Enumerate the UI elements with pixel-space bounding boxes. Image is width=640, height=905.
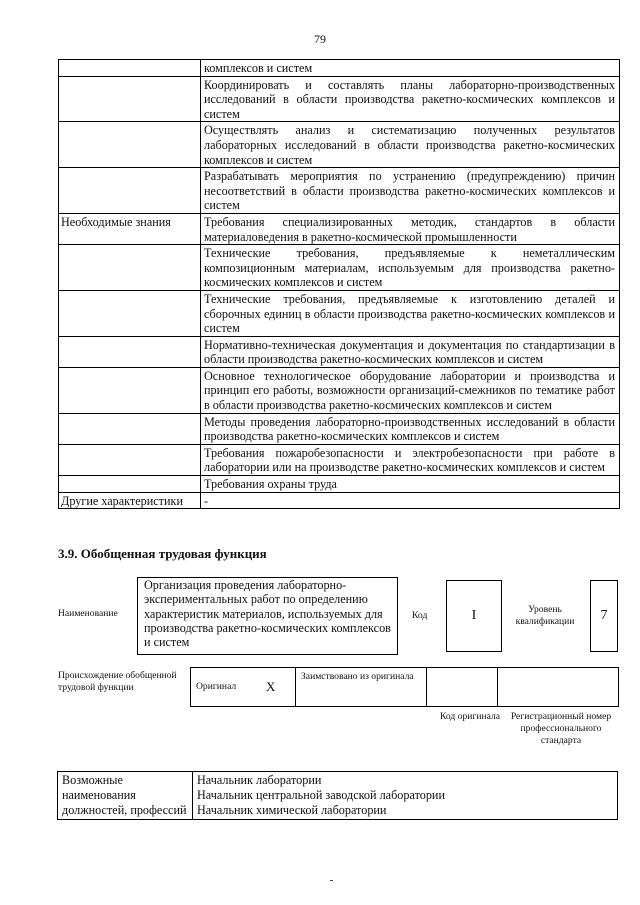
knowledge-item: Технические требования, предъявляемые к изготовлению деталей и сборочных единиц в области производства ракетно-космических комплексов и систем [201,290,620,336]
table-row [59,213,620,244]
skills-label-cell [59,60,201,77]
knowledge-label: Необходимые знания [59,213,201,244]
table-row [59,413,620,444]
original-mark: X [261,668,296,707]
knowledge-item: Требования специализированных методик, стандартов в области материаловедения в ракетно-космической промышленности [201,213,620,244]
knowledge-label-cell [59,245,201,291]
skill-item: Координировать и составлять планы лабораторно-производственных исследований в области производства ракетно-космических комплексов и систем [201,76,620,122]
table-row [59,444,620,475]
code-original-caption: Код оригинала [439,711,501,722]
registration-number-caption: Регистрационный номер профессионального стандарта [510,711,612,746]
knowledge-item: Методы проведения лабораторно-производственных исследований в области производства ракетно-космических комплексов и систем [201,413,620,444]
original-code-cell [427,668,498,707]
borrowed-label: Заимствовано из оригинала [296,668,427,707]
positions-label: Возможные наименования должностей, профессий [58,772,193,820]
knowledge-label-cell [59,290,201,336]
table-row [59,367,620,413]
table-row [59,60,620,77]
other-value: - [201,492,620,509]
section-title: 3.9. Обобщенная трудовая функция [58,546,267,561]
original-label: Оригинал [191,668,262,707]
scan-dot [330,880,333,881]
code-value-box: I [446,580,502,652]
position-item: Начальник химической лаборатории [197,803,387,817]
skill-item: Осуществлять анализ и систематизацию полученных результатов лабораторных исследований в области производства ракетно-космических комплексов и систем [201,122,620,168]
page-number: 79 [314,32,326,46]
position-item: Начальник центральной заводской лаборатории [197,788,445,802]
function-name-box: Организация проведения лабораторно-экспериментальных работ по определению характеристик материалов, используемых для производства ракетно-космических комплексов и систем [137,577,398,655]
table-row [59,492,620,509]
table-row [59,476,620,493]
knowledge-label-cell [59,413,201,444]
knowledge-item: Технические требования, предъявляемые к неметаллическим композиционным материалам, используемым для производства ракетно-космических комплексов и систем [201,245,620,291]
table-row [59,122,620,168]
skill-item: комплексов и систем [201,60,620,77]
competency-table [58,59,620,509]
table-row [58,772,618,820]
knowledge-item: Требования пожаробезопасности и электробезопасности при работе в лаборатории или на производстве ракетно-космических комплексов и систем [201,444,620,475]
skills-label-cell [59,122,201,168]
knowledge-label-cell [59,367,201,413]
positions-list [193,772,618,820]
table-row [59,168,620,214]
table-row [59,245,620,291]
knowledge-label-cell [59,336,201,367]
knowledge-item: Требования охраны труда [201,476,620,493]
skill-item: Разрабатывать мероприятия по устранению (предупреждению) причин несоответствий в области производства ракетно-космических комплексов и систем [201,168,620,214]
knowledge-item: Основное технологическое оборудование лаборатории и производства и принцип его работы, возможности организаций-смежников по тематике работ в области производства ракетно-космических комплексов и систем [201,367,620,413]
knowledge-item: Нормативно-техническая документация и документация по стандартизации в области производства ракетно-космических комплексов и систем [201,336,620,367]
skills-label-cell [59,76,201,122]
code-label: Код [412,610,428,621]
other-label: Другие характеристики [59,492,201,509]
origin-label: Происхождение обобщенной трудовой функции [58,670,177,693]
table-row [59,290,620,336]
table-row [59,76,620,122]
knowledge-label-cell [59,444,201,475]
name-label: Наименование [58,608,118,619]
table-row [191,668,619,707]
knowledge-label-cell [59,476,201,493]
qualification-level-label: Уровень квалификации [515,604,575,627]
qualification-level-box: 7 [590,580,618,652]
origin-table [190,667,619,707]
table-row [59,336,620,367]
position-item: Начальник лаборатории [197,773,322,787]
registration-number-cell [498,668,619,707]
skills-label-cell [59,168,201,214]
positions-table [57,771,618,820]
